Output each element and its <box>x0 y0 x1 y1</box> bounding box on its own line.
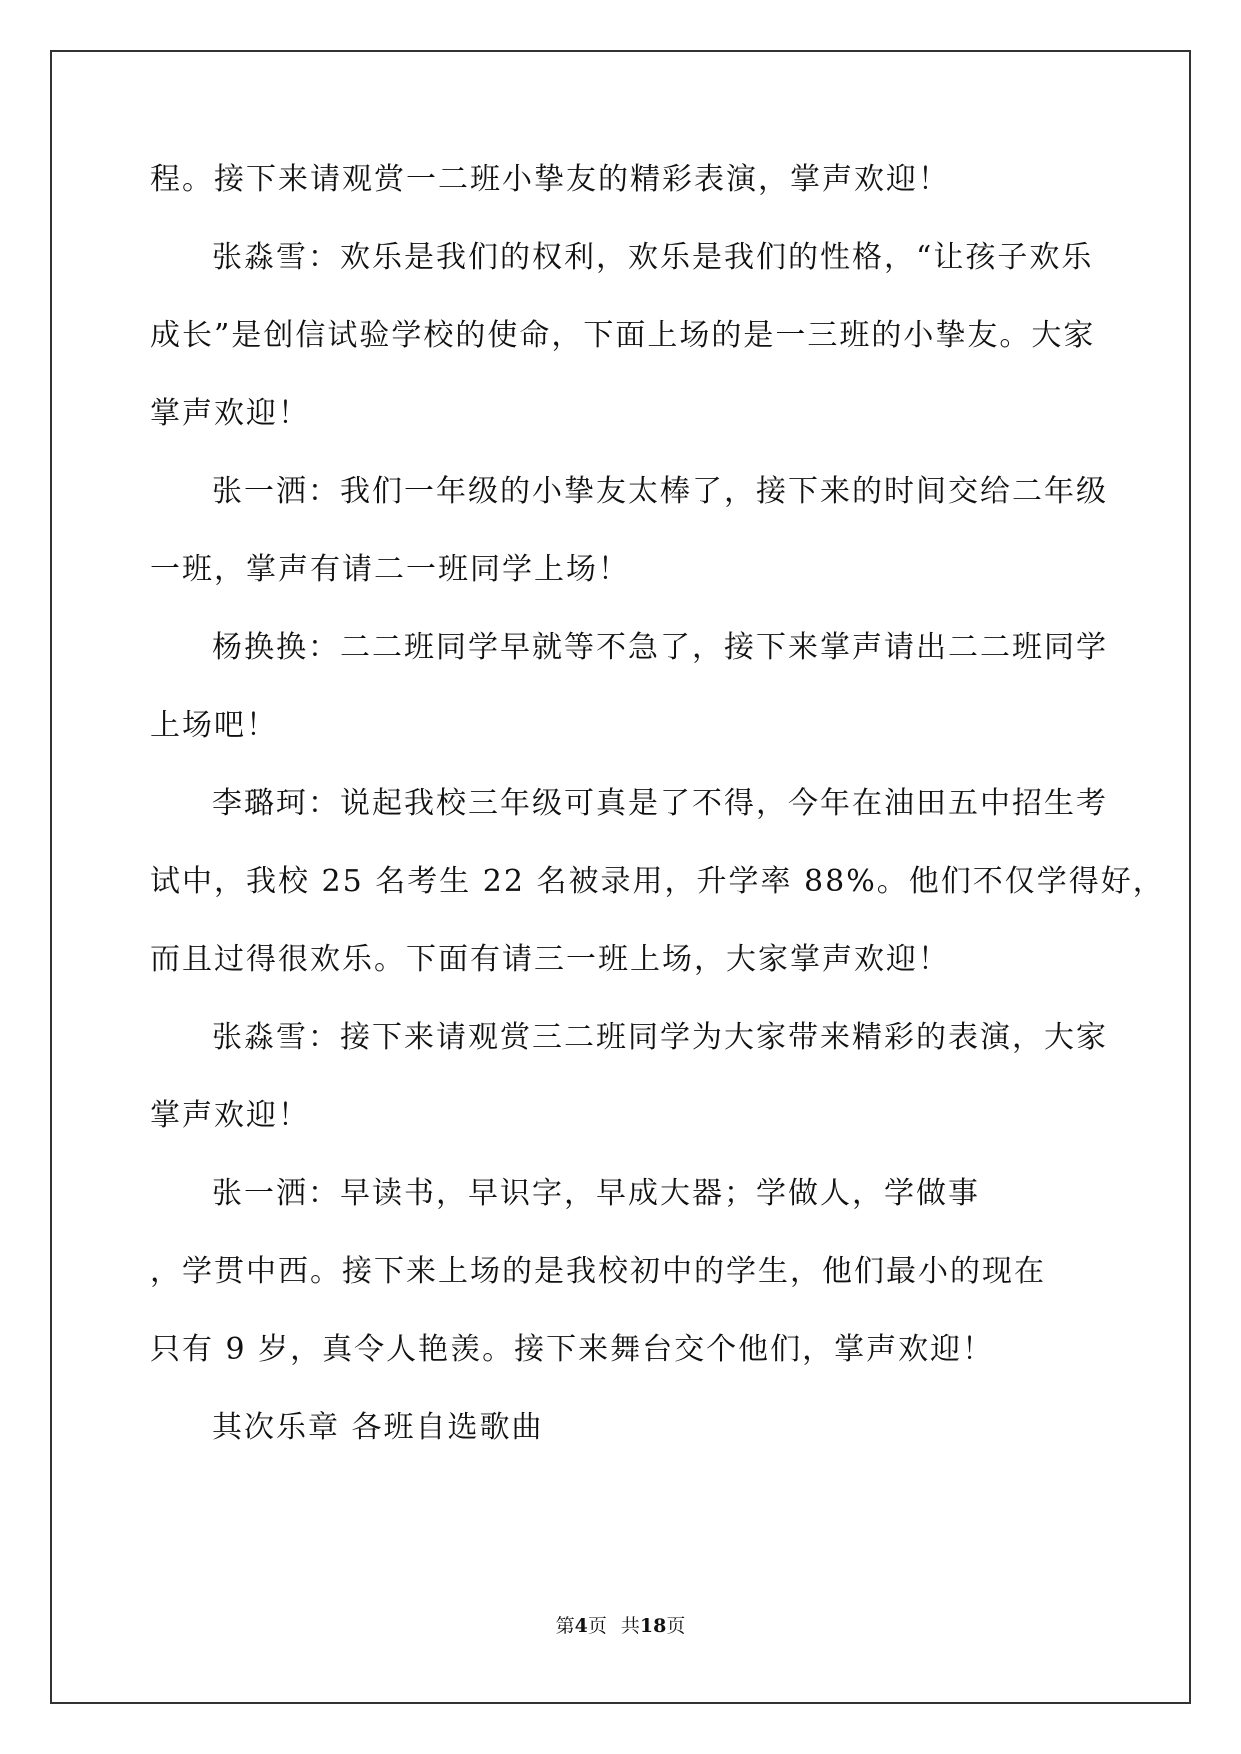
text-line: 试中，我校 25 名考生 22 名被录用，升学率 88%。他们不仅学得好， <box>150 864 1165 899</box>
text-line: 张淼雪：接下来请观赏三二班同学为大家带来精彩的表演，大家 <box>212 1020 1108 1055</box>
text-line: 掌声欢迎！ <box>150 1098 310 1133</box>
text-line: 只有 9 岁，真令人艳羡。接下来舞台交个他们，掌声欢迎！ <box>150 1332 995 1367</box>
page-prefix: 第 <box>555 1615 575 1637</box>
text-line: 上场吧！ <box>150 708 278 743</box>
page-suffix: 页 <box>587 1615 607 1637</box>
text-line: 李璐珂：说起我校三年级可真是了不得，今年在油田五中招生考 <box>212 786 1108 821</box>
total-suffix: 页 <box>666 1615 686 1637</box>
text-line: 而且过得很欢乐。下面有请三一班上场，大家掌声欢迎！ <box>150 942 950 977</box>
text-line: 成长”是创信试验学校的使命，下面上场的是一三班的小挚友。大家 <box>150 318 1096 353</box>
section-heading: 其次乐章 各班自选歌曲 <box>212 1410 544 1445</box>
text-line: 一班，掌声有请二一班同学上场！ <box>150 552 630 587</box>
text-line: 张淼雪：欢乐是我们的权利，欢乐是我们的性格，“让孩子欢乐 <box>212 240 1094 275</box>
text-line: ，学贯中西。接下来上场的是我校初中的学生，他们最小的现在 <box>150 1254 1046 1289</box>
text-line: 杨换换：二二班同学早就等不急了，接下来掌声请出二二班同学 <box>212 630 1108 665</box>
total-prefix: 共 <box>620 1615 640 1637</box>
total-pages: 18 <box>639 1615 667 1637</box>
text-line: 掌声欢迎！ <box>150 396 310 431</box>
page-number: 4 <box>574 1615 588 1637</box>
text-line: 张一洒：我们一年级的小挚友太棒了，接下来的时间交给二年级 <box>212 474 1108 509</box>
document-body <box>150 160 1165 1486</box>
text-line: 张一洒：早读书，早识字，早成大器；学做人，学做事 <box>212 1176 980 1211</box>
text-line: 程。接下来请观赏一二班小挚友的精彩表演，掌声欢迎！ <box>150 162 950 197</box>
page-footer <box>0 1614 1241 1638</box>
